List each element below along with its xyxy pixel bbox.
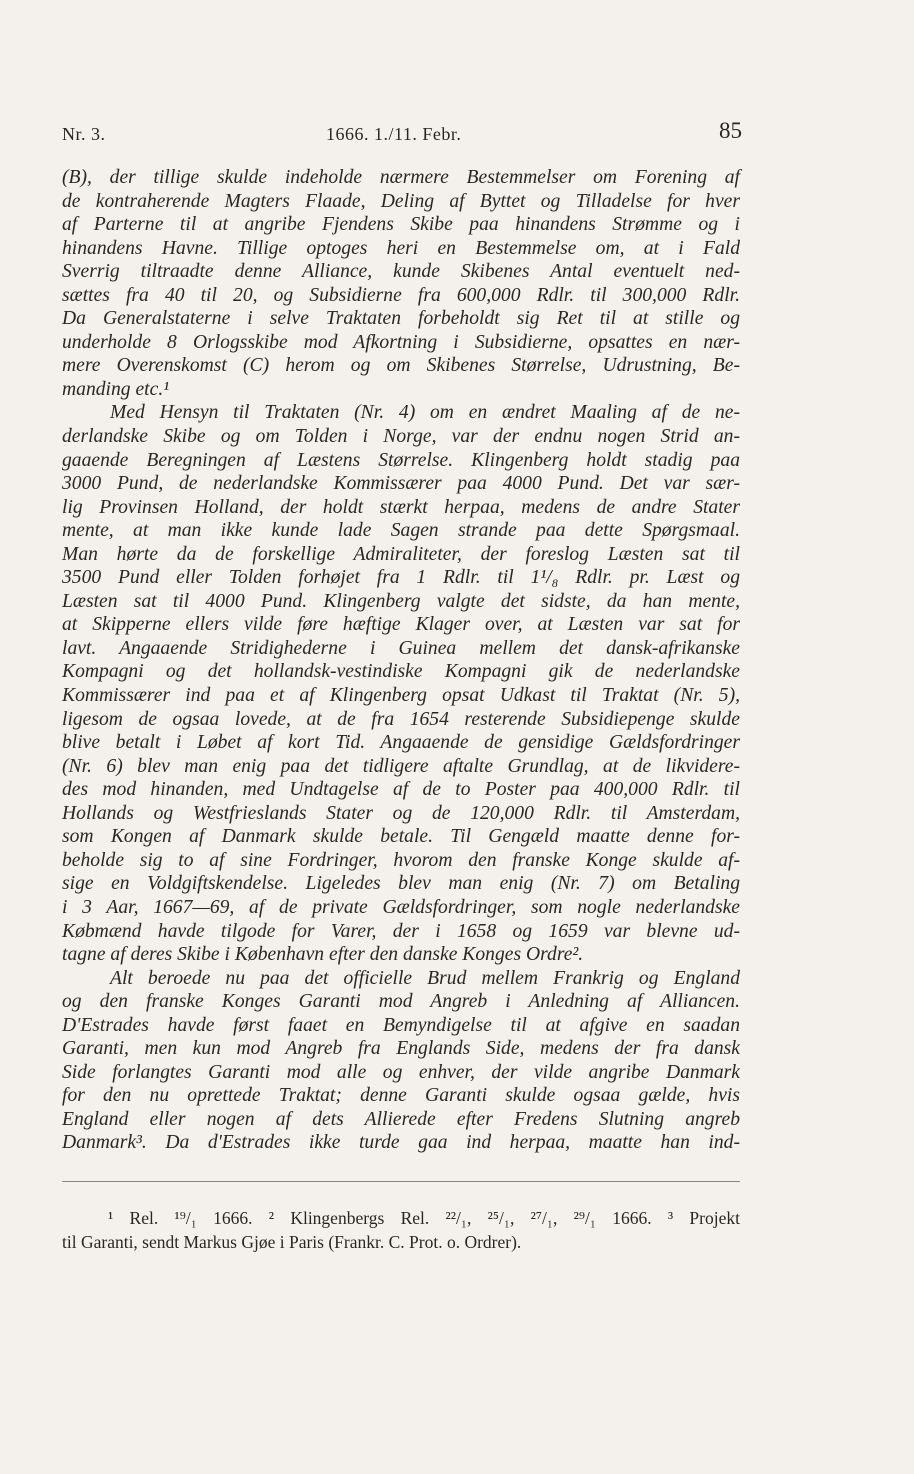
- text-line: 3000 Pund, de nederlandske Kommissærer paa 4000 Pund. Det var sær-: [62, 473, 740, 495]
- text-line: England eller nogen af dets Allierede efter Fredens Slutning angreb: [62, 1108, 740, 1130]
- text-line: (B), der tillige skulde indeholde nærmere Bestemmelser om Forening af: [62, 167, 740, 188]
- footnote-line: til Garanti, sendt Markus Gjøe i Paris (Frankr. C. Prot. o. Ordrer).: [62, 1232, 522, 1252]
- text-line: Med Hensyn til Traktaten (Nr. 4) om en ændret Maaling af de ne-: [110, 402, 740, 424]
- text-line: mente, at man ikke kunde lade Sagen strande paa dette Spørgsmaal.: [62, 520, 740, 542]
- text-line: at Skipperne ellers vilde føre hæftige Klager over, at Læsten var sat for: [62, 614, 740, 636]
- footnote-line: ¹ Rel. ¹⁹/₁ 1666. ² Klingenbergs Rel. ²²/₁, ²⁵/₁, ²⁷/₁, ²⁹/₁ 1666. ³ Projekt: [108, 1208, 740, 1228]
- text-line: ligesom de ogsaa lovede, at de fra 1654 resterende Subsidiepenge skulde: [62, 708, 740, 730]
- text-line: mere Overenskomst (C) herom og om Skibenes Størrelse, Udrustning, Be-: [62, 355, 740, 377]
- text-line: derlandske Skibe og om Tolden i Norge, var der endnu nogen Strid an-: [62, 426, 740, 448]
- text-line: og den franske Konges Garanti mod Angreb i Anledning af Alliancen.: [62, 991, 740, 1013]
- text-line: Da Generalstaterne i selve Traktaten forbeholdt sig Ret til at stille og: [62, 308, 740, 330]
- text-line: Hollands og Westfrieslands Stater og de 120,000 Rdlr. til Amsterdam,: [62, 802, 740, 824]
- text-line: i 3 Aar, 1667—69, af de private Gældsfordringer, som nogle nederlandske: [62, 896, 740, 918]
- chapter-number: Nr. 3.: [62, 124, 106, 144]
- text-line: Købmænd havde tilgode for Varer, der i 1658 og 1659 var blevne ud-: [62, 920, 740, 942]
- main-text-block: [62, 166, 740, 1155]
- text-line: des mod hinanden, med Undtagelse af de to Poster paa 400,000 Rdlr. til: [62, 779, 740, 801]
- text-line: D'Estrades havde først faaet en Bemyndigelse til at afgive en saadan: [62, 1014, 740, 1036]
- text-line: Danmark³. Da d'Estrades ikke turde gaa ind herpaa, maatte han ind-: [62, 1132, 740, 1154]
- text-line: som Kongen af Danmark skulde betale. Til Gengæld maatte denne for-: [62, 826, 740, 848]
- text-line: sige en Voldgiftskendelse. Ligeledes blev man enig (Nr. 7) om Betaling: [62, 873, 740, 895]
- text-line: 3500 Pund eller Tolden forhøjet fra 1 Rdlr. til 1¹/₈ Rdlr. pr. Læst og: [62, 567, 740, 589]
- text-line: Læsten sat til 4000 Pund. Klingenberg valgte det sidste, da han mente,: [62, 590, 740, 612]
- text-line: lavt. Angaaende Stridighederne i Guinea mellem det dansk-afrikanske: [62, 637, 740, 659]
- text-line: Sverrig tiltraadte denne Alliance, kunde Skibenes Antal eventuelt ned-: [62, 261, 740, 283]
- text-line: lig Provinsen Holland, der holdt stærkt herpaa, medens de andre Stater: [62, 496, 740, 518]
- text-line: manding etc.¹: [62, 378, 170, 400]
- text-line: beholde sig to af sine Fordringer, hvorom den franske Konge skulde af-: [62, 849, 740, 871]
- text-line: underholde 8 Orlogsskibe mod Afkortning i Subsidierne, opsattes en nær-: [62, 331, 740, 353]
- text-line: af Parterne til at angribe Fjendens Skibe paa hinandens Strømme og i: [62, 214, 740, 236]
- text-line: Side forlangtes Garanti mod alle og enhver, der vilde angribe Danmark: [62, 1061, 740, 1083]
- running-header: [62, 118, 742, 154]
- page-number: 85: [719, 118, 742, 143]
- text-line: for den nu oprettede Traktat; denne Garanti skulde ogsaa gælde, hvis: [62, 1085, 740, 1107]
- footnote-divider: [62, 1181, 740, 1182]
- text-line: hinandens Havne. Tillige optoges heri en Bestemmelse om, at i Fald: [62, 237, 740, 259]
- text-line: blive betalt i Løbet af kort Tid. Angaaende de gensidige Gældsfordringer: [62, 732, 740, 754]
- text-line: de kontraherende Magters Flaade, Deling af Byttet og Tilladelse for hver: [62, 190, 740, 212]
- text-line: sættes fra 40 til 20, og Subsidierne fra 600,000 Rdlr. til 300,000 Rdlr.: [62, 284, 740, 306]
- text-line: Man hørte da de forskellige Admiraliteter, der foreslog Læsten sat til: [62, 543, 740, 565]
- text-line: gaaende Beregningen af Læstens Størrelse. Klingenberg holdt stadig paa: [62, 449, 740, 471]
- footnotes: [62, 1206, 740, 1254]
- running-title: 1666. 1./11. Febr.: [326, 124, 462, 144]
- text-line: Garanti, men kun mod Angreb fra Englands Side, medens der fra dansk: [62, 1038, 740, 1060]
- text-line: Kommissærer ind paa et af Klingenberg opsat Udkast til Traktat (Nr. 5),: [62, 685, 740, 707]
- text-line: tagne af deres Skibe i København efter den danske Konges Ordre².: [62, 944, 584, 966]
- text-line: Kompagni og det hollandsk-vestindiske Kompagni gik de nederlandske: [62, 661, 740, 683]
- text-line: (Nr. 6) blev man enig paa det tidligere aftalte Grundlag, at de likvidere-: [62, 755, 740, 777]
- text-line: Alt beroede nu paa det officielle Brud mellem Frankrig og England: [110, 967, 740, 989]
